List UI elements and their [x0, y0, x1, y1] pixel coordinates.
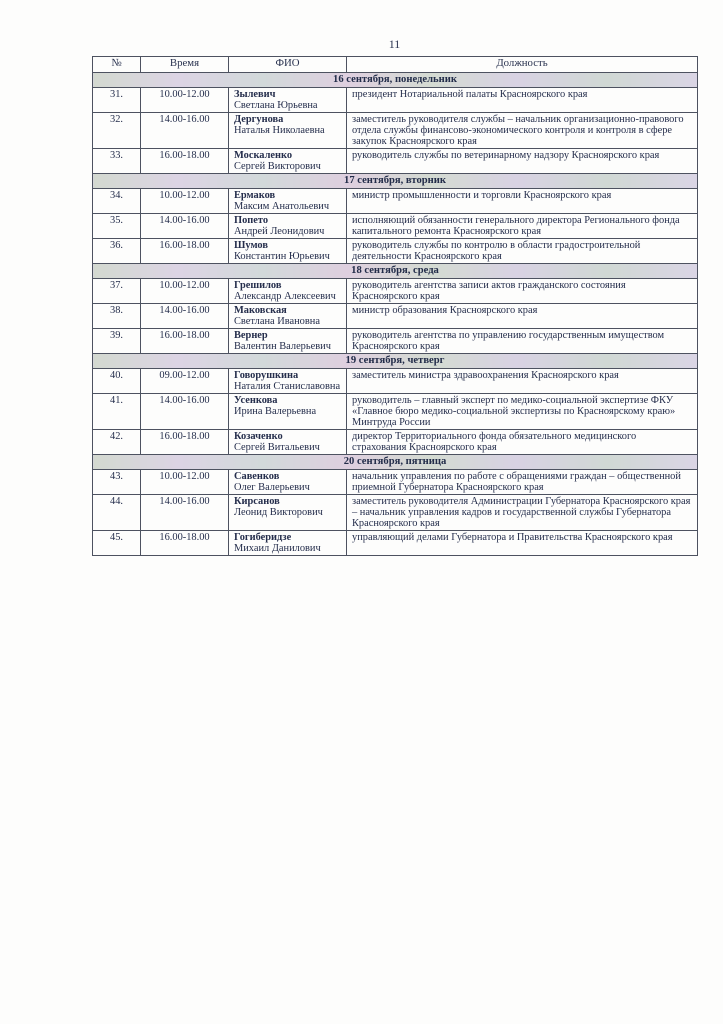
row-number: 43. — [93, 470, 141, 495]
table-body — [93, 73, 698, 556]
person-surname: Савенков — [234, 471, 280, 482]
person-surname: Маковская — [234, 305, 287, 316]
row-number: 42. — [93, 430, 141, 455]
row-person — [229, 279, 347, 304]
row-time: 16.00-18.00 — [141, 149, 229, 174]
row-time: 10.00-12.00 — [141, 470, 229, 495]
row-person — [229, 189, 347, 214]
row-person — [229, 470, 347, 495]
row-position: руководитель службы по ветеринарному надзору Красноярского края — [347, 149, 698, 174]
schedule-row — [93, 369, 698, 394]
row-person — [229, 239, 347, 264]
person-name: Константин Юрьевич — [234, 251, 330, 262]
row-position: руководитель – главный эксперт по медико-социальной экспертизе ФКУ «Главное бюро медико-социальной экспертизы по Красноярскому краю» Минтруда России — [347, 394, 698, 430]
row-time: 14.00-16.00 — [141, 304, 229, 329]
section-date-row — [93, 455, 698, 470]
row-number: 31. — [93, 88, 141, 113]
row-position: заместитель руководителя Администрации Губернатора Красноярского края – начальник управления кадров и государственной службы Губернатора Красноярского края — [347, 495, 698, 531]
person-surname: Говорушкина — [234, 370, 299, 381]
row-number: 32. — [93, 113, 141, 149]
person-name: Андрей Леонидович — [234, 226, 325, 237]
person-surname: Дергунова — [234, 114, 284, 125]
person-surname: Шумов — [234, 240, 268, 251]
section-date-label: 19 сентября, четверг — [93, 354, 698, 369]
schedule-row — [93, 279, 698, 304]
person-name: Наталья Николаевна — [234, 125, 325, 136]
person-surname: Попето — [234, 215, 269, 226]
page-number: 11 — [388, 37, 401, 51]
row-position: директор Территориального фонда обязательного медицинского страхования Красноярского края — [347, 430, 698, 455]
schedule-row — [93, 149, 698, 174]
row-time: 10.00-12.00 — [141, 279, 229, 304]
person-surname: Грешилов — [234, 280, 282, 291]
schedule-row — [93, 113, 698, 149]
section-date-label: 18 сентября, среда — [93, 264, 698, 279]
person-name: Михаил Данилович — [234, 543, 321, 554]
table-header-row — [93, 57, 698, 73]
person-name: Максим Анатольевич — [234, 201, 330, 212]
schedule-row — [93, 88, 698, 113]
row-time: 16.00-18.00 — [141, 430, 229, 455]
section-date-label: 16 сентября, понедельник — [93, 73, 698, 88]
row-position: начальник управления по работе с обращениями граждан – общественной приемной Губернатора Красноярского края — [347, 470, 698, 495]
section-date-row — [93, 354, 698, 369]
row-number: 37. — [93, 279, 141, 304]
schedule-row — [93, 189, 698, 214]
row-person — [229, 113, 347, 149]
row-number: 33. — [93, 149, 141, 174]
row-time: 10.00-12.00 — [141, 189, 229, 214]
row-number: 41. — [93, 394, 141, 430]
person-surname: Зылевич — [234, 89, 276, 100]
schedule-row — [93, 495, 698, 531]
row-time: 14.00-16.00 — [141, 394, 229, 430]
schedule-row — [93, 329, 698, 354]
schedule-row — [93, 531, 698, 556]
person-name: Валентин Валерьевич — [234, 341, 331, 352]
person-name: Сергей Витальевич — [234, 442, 320, 453]
person-name: Наталия Станиславовна — [234, 381, 341, 392]
row-number: 34. — [93, 189, 141, 214]
person-surname: Ермаков — [234, 190, 276, 201]
row-time: 14.00-16.00 — [141, 495, 229, 531]
person-name: Сергей Викторович — [234, 161, 321, 172]
person-name: Ирина Валерьевна — [234, 406, 317, 417]
person-name: Светлана Ивановна — [234, 316, 320, 327]
col-header-num: № — [93, 57, 141, 73]
row-time: 09.00-12.00 — [141, 369, 229, 394]
row-position: министр промышленности и торговли Красноярского края — [347, 189, 698, 214]
row-position: министр образования Красноярского края — [347, 304, 698, 329]
row-position: заместитель руководителя службы – начальник организационно-правового отдела службы финансово-экономического контроля и контроля в сфере закупок Красноярского края — [347, 113, 698, 149]
row-position: управляющий делами Губернатора и Правительства Красноярского края — [347, 531, 698, 556]
person-name: Леонид Викторович — [234, 507, 323, 518]
row-person — [229, 304, 347, 329]
row-position: руководитель агентства по управлению государственным имуществом Красноярского края — [347, 329, 698, 354]
person-surname: Вернер — [234, 330, 268, 341]
row-person — [229, 149, 347, 174]
row-number: 39. — [93, 329, 141, 354]
person-surname: Гогиберидзе — [234, 532, 292, 543]
person-surname: Москаленко — [234, 150, 293, 161]
section-date-label: 20 сентября, пятница — [93, 455, 698, 470]
row-position: президент Нотариальной палаты Красноярского края — [347, 88, 698, 113]
row-position: руководитель агентства записи актов гражданского состояния Красноярского края — [347, 279, 698, 304]
schedule-row — [93, 239, 698, 264]
row-time: 16.00-18.00 — [141, 329, 229, 354]
section-date-row — [93, 174, 698, 189]
person-name: Светлана Юрьевна — [234, 100, 318, 111]
row-number: 44. — [93, 495, 141, 531]
row-number: 38. — [93, 304, 141, 329]
row-person — [229, 531, 347, 556]
schedule-row — [93, 470, 698, 495]
col-header-time: Время — [141, 57, 229, 73]
schedule-table — [92, 56, 698, 556]
row-person — [229, 88, 347, 113]
row-number: 35. — [93, 214, 141, 239]
person-name: Олег Валерьевич — [234, 482, 310, 493]
schedule-row — [93, 304, 698, 329]
schedule-row — [93, 394, 698, 430]
row-time: 16.00-18.00 — [141, 239, 229, 264]
row-number: 45. — [93, 531, 141, 556]
col-header-position: Должность — [347, 57, 698, 73]
section-date-label: 17 сентября, вторник — [93, 174, 698, 189]
row-number: 40. — [93, 369, 141, 394]
row-time: 14.00-16.00 — [141, 113, 229, 149]
row-person — [229, 214, 347, 239]
person-surname: Усенкова — [234, 395, 278, 406]
row-person — [229, 369, 347, 394]
section-date-row — [93, 73, 698, 88]
row-person — [229, 329, 347, 354]
row-position: заместитель министра здравоохранения Красноярского края — [347, 369, 698, 394]
row-person — [229, 394, 347, 430]
row-person — [229, 495, 347, 531]
row-number: 36. — [93, 239, 141, 264]
col-header-fio: ФИО — [229, 57, 347, 73]
row-position: исполняющий обязанности генерального директора Регионального фонда капитального ремонта Красноярского края — [347, 214, 698, 239]
schedule-row — [93, 430, 698, 455]
schedule-row — [93, 214, 698, 239]
person-name: Александр Алексеевич — [234, 291, 336, 302]
section-date-row — [93, 264, 698, 279]
row-time: 10.00-12.00 — [141, 88, 229, 113]
person-surname: Козаченко — [234, 431, 283, 442]
person-surname: Кирсанов — [234, 496, 280, 507]
row-person — [229, 430, 347, 455]
row-time: 14.00-16.00 — [141, 214, 229, 239]
row-time: 16.00-18.00 — [141, 531, 229, 556]
row-position: руководитель службы по контролю в области градостроительной деятельности Красноярского края — [347, 239, 698, 264]
